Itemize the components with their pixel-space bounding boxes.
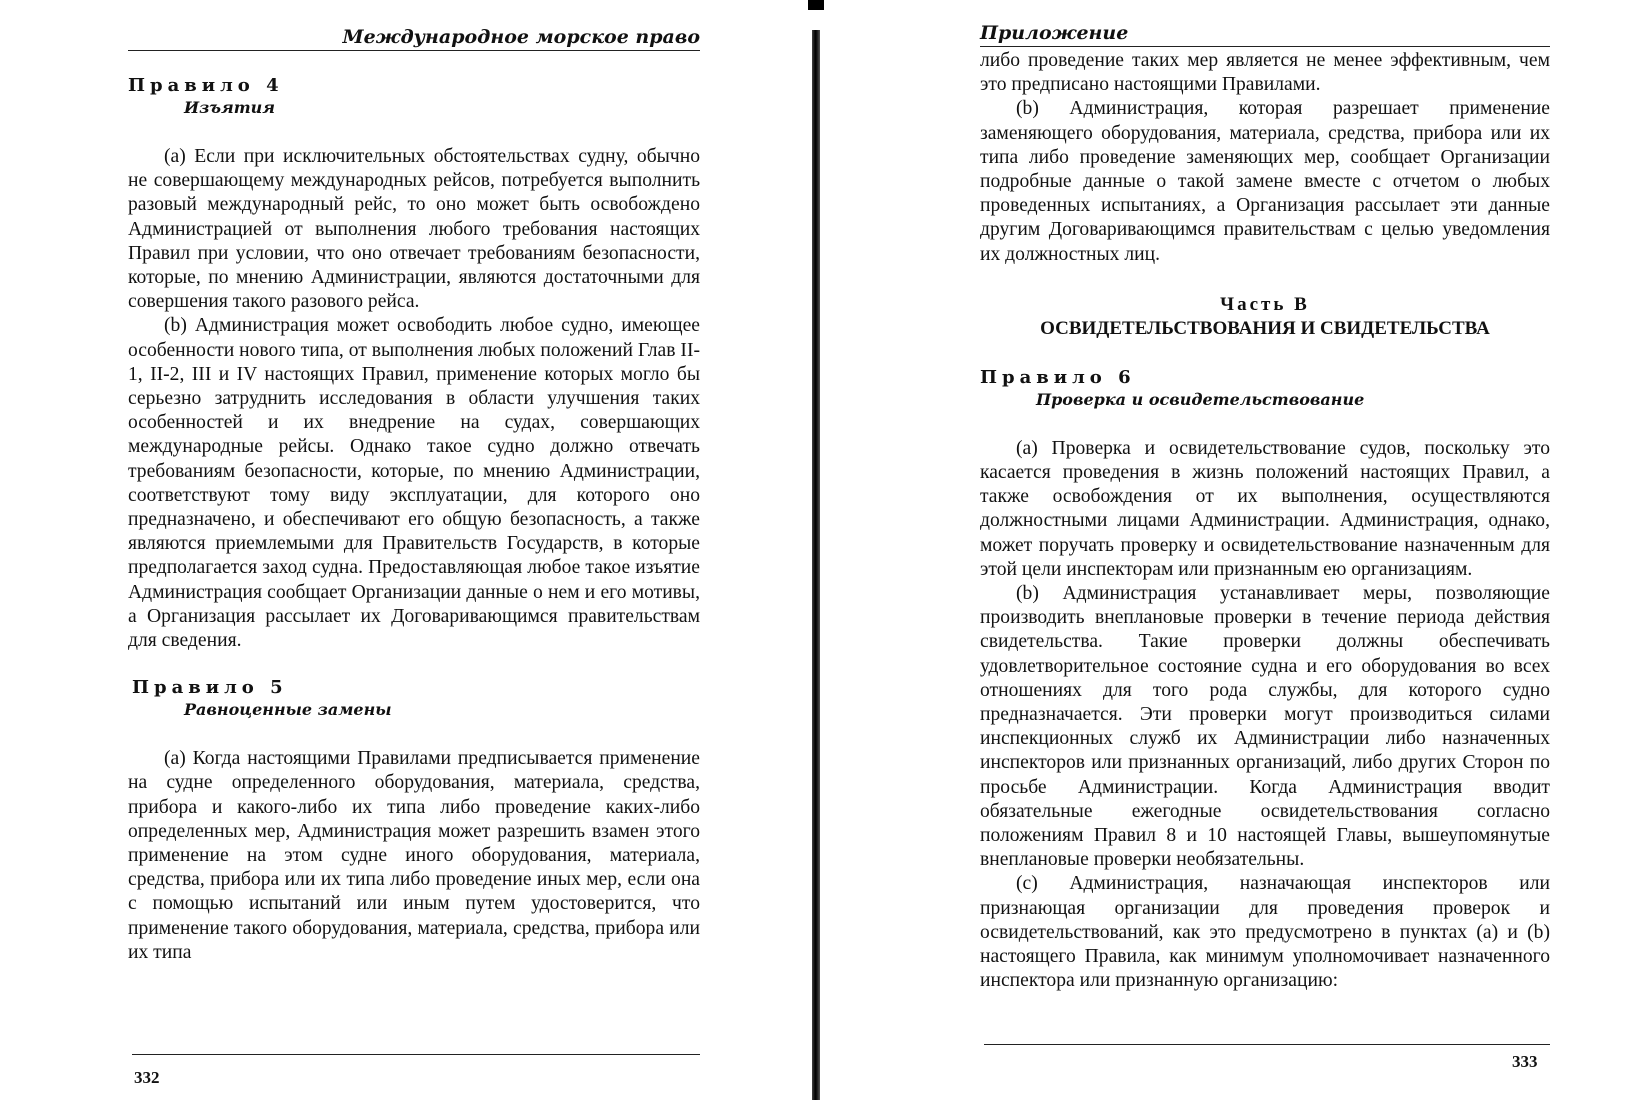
right-footer-rule bbox=[984, 1044, 1550, 1045]
right-running-head: Приложение bbox=[980, 22, 1550, 47]
rule-5-paragraph-a: (a) Когда настоящими Правилами предписывается применение на судне определенного оборудования, материала, средства, прибора и какого-либо их типа либо проведение каких-либо определенных мер, Администрация может разрешить взамен этого применение на этом судне иного оборудования, материала, средства, прибора или их типа либо проведение иных мер, если она с помощью испытаний или иным путем удостоверится, что применение такого оборудования, материала, средства, прибора или их типа bbox=[128, 748, 700, 963]
left-page bbox=[128, 26, 700, 965]
rule-5-subtitle: Равноценные замены bbox=[184, 700, 392, 720]
rule-6-paragraph-a: (a) Проверка и освидетельствование судов, поскольку это касается проведения в жизнь положений настоящих Правил, а также освобождения от их выполнения, осуществляются должностными лицами Администрации. Администрация, однако, может поручать проверку и освидетельствование назначенным для этой цели инспекторам или признанным ею организациям. bbox=[980, 437, 1550, 580]
rule-5-continuation: либо проведение таких мер является не менее эффективным, чем это предписано настоящими Правилами. bbox=[980, 50, 1550, 96]
left-footer-rule bbox=[132, 1054, 700, 1055]
rule-6-title: Правило 6 bbox=[980, 366, 1136, 388]
part-b-subtitle: ОСВИДЕТЕЛЬСТВОВАНИЯ И СВИДЕТЕЛЬСТВА bbox=[1040, 317, 1490, 339]
right-page-number: 333 bbox=[1512, 1052, 1538, 1071]
left-running-head: Международное морское право bbox=[128, 26, 700, 51]
left-page-number: 332 bbox=[134, 1068, 160, 1087]
part-b-title: Часть В bbox=[1220, 293, 1310, 315]
rule-6-paragraph-b: (b) Администрация устанавливает меры, позволяющие производить внеплановые проверки в течение периода действия свидетельства. Такие проверки должны обеспечивать удовлетворительное состояние судна и его оборудования во всех отношениях для того рода службы, для которого судно предназначается. Эти проверки могут производиться силами инспекционных служб их Администрации либо назначенных инспекторов или признанных организаций, либо других Сторон по просьбе Администрации. Когда Администрация вводит обязательные ежегодные освидетельствования согласно положениям Правил 8 и 10 настоящей Главы, вышеупомянутые внеплановые проверки необязательны. bbox=[980, 583, 1550, 871]
rule-5-paragraph-b: (b) Администрация, которая разрешает применение заменяющего оборудования, материала, средства, прибора или их типа либо проведение заменяющих мер, сообщает Организации подробные данные о такой замене вместе с отчетом о любых проведенных испытаниях, а Организация рассылает эти данные другим Договаривающимся правительствам с целью уведомления их должностных лиц. bbox=[980, 98, 1550, 265]
book-binding-gutter bbox=[808, 0, 828, 1100]
rule-4-subtitle: Изъятия bbox=[184, 98, 275, 117]
rule-4-paragraph-b: (b) Администрация может освободить любое судно, имеющее особенности нового типа, от выполнения любых положений Глав II-1, II-2, III и IV настоящих Правил, применение которых могло бы серьезно затруднить исследования в области улучшения таких особенностей и их внедрение на судах, совершающих международные рейсы. Однако такое судно должно отвечать требованиям безопасности, которые, по мнению Администрации, соответствуют тому виду эксплуатации, для которого оно предназначено, и обеспечивают его общую безопасность, а также являются приемлемыми для Правительств Государств, в которые предполагается заход судна. Предоставляющая любое такое изъятие Администрация сообщает Организации данные о нем и его мотивы, а Организация рассылает их Договаривающимся правительствам для сведения. bbox=[128, 315, 700, 652]
rule-4-title: Правило 4 bbox=[128, 75, 284, 96]
rule-6-paragraph-c: (c) Администрация, назначающая инспекторов или признающая организации для проведения проверок и освидетельствований, как это предусмотрено в пунктах (a) и (b) настоящего Правила, как минимум уполномочивает назначенного инспектора или признанную организацию: bbox=[980, 873, 1550, 992]
rule-5-title: Правило 5 bbox=[132, 677, 288, 699]
rule-6-subtitle: Проверка и освидетельствование bbox=[1036, 389, 1365, 409]
right-page bbox=[980, 22, 1550, 994]
rule-4-paragraph-a: (a) Если при исключительных обстоятельствах судну, обычно не совершающему международных рейсов, потребуется выполнить разовый международный рейс, то оно может быть освобождено Администрацией от выполнения любого требования настоящих Правил при условии, что оно отвечает требованиям безопасности, которые, по мнению Администрации, являются достаточными для совершения такого разового рейса. bbox=[128, 146, 700, 313]
part-b-heading bbox=[980, 293, 1550, 341]
